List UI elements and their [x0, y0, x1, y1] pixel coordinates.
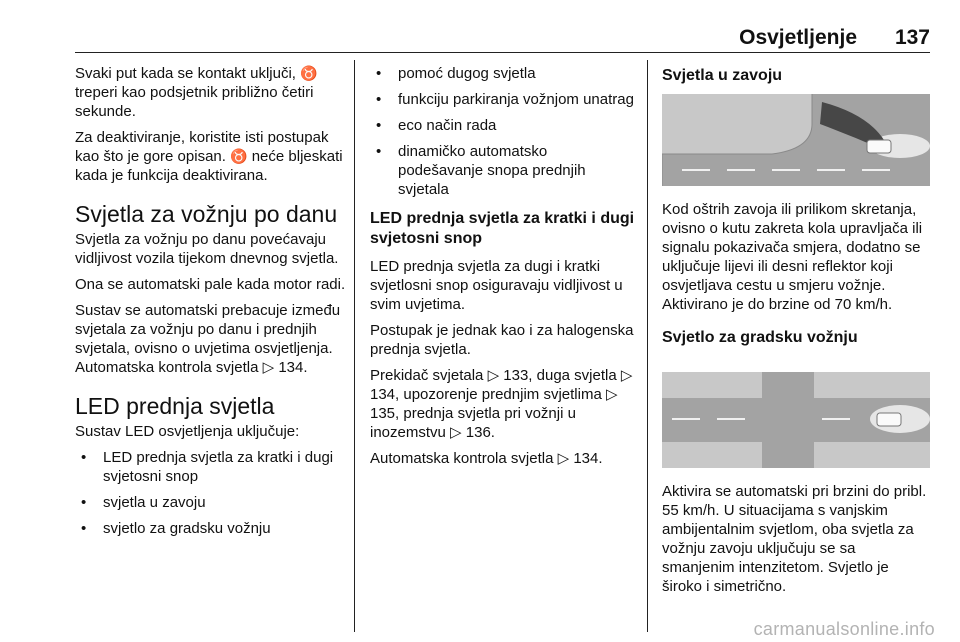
- list-item: • LED prednja svjetla za kratki i dugi svjetosni snop: [75, 448, 347, 486]
- paragraph: Sustav LED osvjetljenja uključuje:: [75, 423, 300, 440]
- town-light-image: [662, 372, 930, 468]
- heading-cornering-lights: Svjetla u zavoju: [662, 67, 783, 84]
- cornering-light-illustration: [662, 94, 930, 186]
- list-item: • funkciju parkiranja vožnjom unatrag: [370, 90, 635, 109]
- page-link[interactable]: 133, duga svjetla: [503, 367, 617, 384]
- list-item: • eco način rada: [370, 116, 635, 135]
- paragraph: Automatska kontrola svjetla ▷ 134.: [370, 450, 603, 467]
- column-divider: [354, 60, 355, 632]
- heading-led-headlights: LED prednja svjetla: [75, 393, 275, 419]
- page-link[interactable]: 136.: [465, 424, 495, 441]
- paragraph: Kod oštrih zavoja ili prilikom skretanja, ovisno o kutu zakreta kola upravljača ili signalu pokazivača smjera, dodatno se uključuje lijevi ili desni reflektor koji osvjetljava cestu u smjeru vožnje. Aktivirano je do brzine od 70 km/h.: [662, 201, 923, 313]
- paragraph: Svjetla za vožnju po danu povećavaju vidljivost vozila tijekom dnevnog svjetla.: [75, 231, 339, 267]
- lamp-icon: ♉: [230, 148, 248, 164]
- town-light-illustration: [662, 372, 930, 468]
- page-link[interactable]: 134.: [278, 359, 308, 376]
- list-item: • svjetlo za gradsku vožnju: [75, 519, 347, 538]
- page-link[interactable]: 134, upozorenje prednjim svjetlima: [370, 386, 602, 403]
- paragraph: Sustav se automatski prebacuje između svjetala za vožnju po danu i prednjih svjetala, ovisno o uvjetima osvjetljenja. Automatska kontrola svjetla ▷ 134.: [75, 302, 341, 376]
- led-feature-list-continued: [370, 64, 635, 199]
- column-middle: [370, 64, 635, 475]
- reference-arrow-icon: ▷: [557, 450, 570, 467]
- page-link[interactable]: 135, prednja svjetla pri vožnji u inozemstvu: [370, 405, 576, 441]
- paragraph: LED prednja svjetla za dugi i kratki svjetlosni snop osiguravaju vidljivost u svim uvjetima.: [370, 258, 623, 313]
- paragraph: Aktivira se automatski pri brzini do pribl. 55 km/h. U situacijama s vanjskim ambijentalnim svjetlom, oba svjetla za vožnju zavoju uključuju se sa smanjenim intenzitetom. Svjetlo je široko i simetrično.: [662, 483, 927, 595]
- paragraph: Postupak je jednak kao i za halogenska prednja svjetla.: [370, 322, 634, 358]
- reference-arrow-icon: ▷: [450, 424, 462, 441]
- list-item: • pomoć dugog svjetla: [370, 64, 635, 83]
- cornering-light-image: [662, 94, 930, 186]
- column-divider: [647, 60, 648, 632]
- watermark: carmanualsonline.info: [753, 619, 935, 639]
- list-item: • svjetla u zavoju: [75, 493, 347, 512]
- section-title: Osvjetljenje: [739, 26, 857, 49]
- reference-arrow-icon: ▷: [605, 386, 618, 403]
- column-right: [662, 64, 930, 603]
- paragraph: Za deaktiviranje, koristite isti postupak kao što je gore opisan. ♉ neće bljeskati kada je funkcija deaktivirana.: [75, 129, 343, 184]
- page-link[interactable]: 134.: [573, 450, 603, 467]
- lamp-icon: ♉: [300, 65, 318, 81]
- heading-daytime-lights: Svjetla za vožnju po danu: [75, 201, 338, 227]
- list-item: • dinamičko automatsko podešavanje snopa prednjih svjetala: [370, 142, 635, 199]
- paragraph: Prekidač svjetala ▷ 133, duga svjetla ▷ 134, upozorenje prednjim svjetlima ▷ 135, prednja svjetla pri vožnji u inozemstvu ▷ 136.: [370, 367, 633, 441]
- page-number: 137: [894, 26, 930, 49]
- heading-led-low-high-beam: LED prednja svjetla za kratki i dugi svjetosni snop: [370, 210, 635, 247]
- column-left: [75, 64, 347, 545]
- page-header: [0, 22, 960, 52]
- header-rule: [75, 52, 930, 53]
- paragraph: Ona se automatski pale kada motor radi.: [75, 276, 346, 293]
- reference-arrow-icon: ▷: [487, 367, 500, 384]
- reference-arrow-icon: ▷: [620, 367, 633, 384]
- heading-town-light: Svjetlo za gradsku vožnju: [662, 329, 858, 346]
- paragraph: Svaki put kada se kontakt uključi, ♉ treperi kao podsjetnik približno četiri sekunde.: [75, 65, 318, 120]
- led-feature-list: [75, 448, 347, 538]
- reference-arrow-icon: ▷: [262, 359, 275, 376]
